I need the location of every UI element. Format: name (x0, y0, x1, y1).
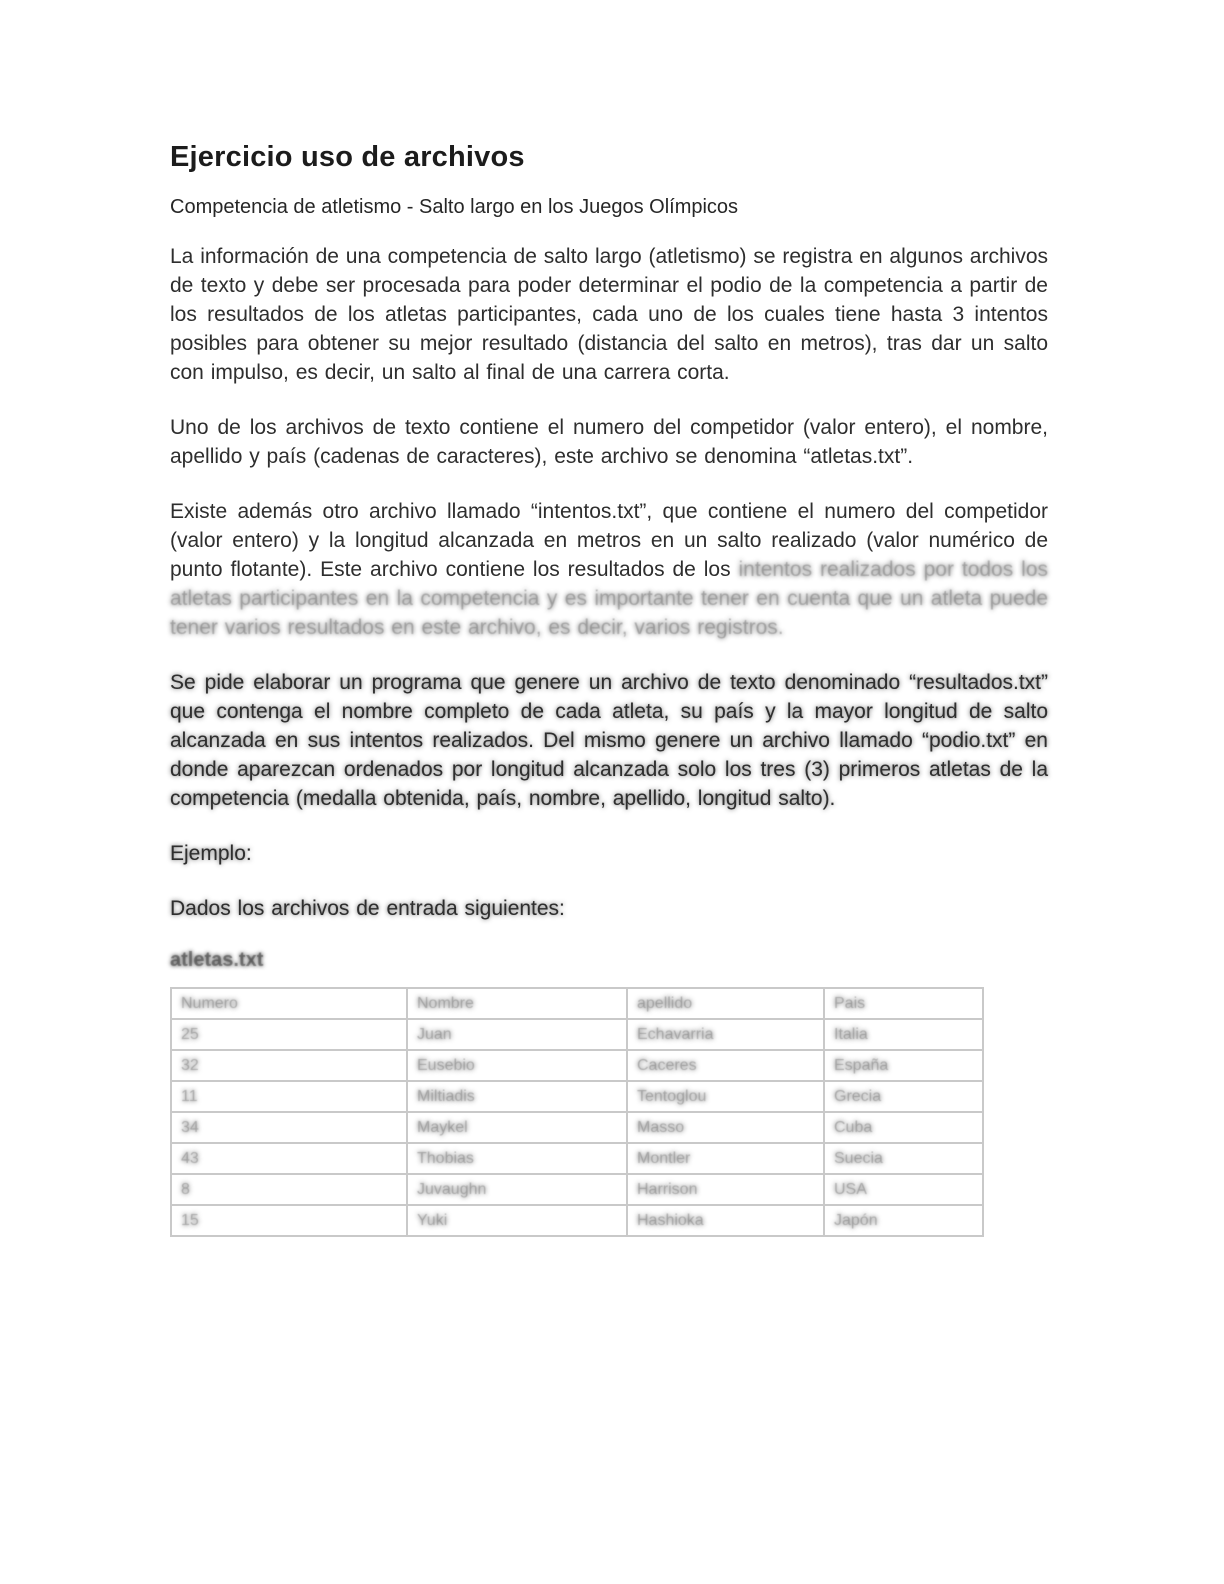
table-row (171, 1205, 983, 1236)
table-cell-redacted: Juan (407, 1019, 627, 1050)
table-cell-redacted: 11 (171, 1081, 407, 1112)
table-cell-redacted: Thobias (407, 1143, 627, 1174)
table-cell-redacted: Hashioka (627, 1205, 824, 1236)
table-cell-redacted: Montler (627, 1143, 824, 1174)
table-column-header-redacted: Nombre (407, 988, 627, 1019)
table-row (171, 1081, 983, 1112)
paragraph-requirements-redacted: Se pide elaborar un programa que genere un archivo de texto denominado “resultados.txt” que contenga el nombre completo de cada atleta, su país y la mayor longitud de salto alcanzada en sus intentos realizados. Del mismo genere un archivo llamado “podio.txt” en donde aparezcan ordenados por longitud alcanzada solo los tres (3) primeros atletas de la competencia (medalla obtenida, país, nombre, apellido, longitud salto). (170, 671, 1048, 810)
table-cell-redacted: Tentoglou (627, 1081, 824, 1112)
table-cell-redacted: 34 (171, 1112, 407, 1143)
table-cell-redacted: 43 (171, 1143, 407, 1174)
paragraph-intentos-clear-text: Existe además otro archivo llamado “intentos.txt”, que contiene el numero del competidor (valor entero) y la longitud alcanzada en metros en un salto realizado (valor numérico de punto flotante). Este archivo contiene los resultados de los (170, 500, 1048, 581)
table-row (171, 1019, 983, 1050)
table-row (171, 1050, 983, 1081)
table-header-row (171, 988, 983, 1019)
table-body (171, 1019, 983, 1236)
table-cell-redacted: 15 (171, 1205, 407, 1236)
table-row (171, 1112, 983, 1143)
table-cell-redacted: Maykel (407, 1112, 627, 1143)
table-cell-redacted: Harrison (627, 1174, 824, 1205)
table-cell-redacted: Echavarria (627, 1019, 824, 1050)
table-cell-redacted: Yuki (407, 1205, 627, 1236)
table-cell-redacted: Miltiadis (407, 1081, 627, 1112)
page-title: Ejercicio uso de archivos (170, 141, 525, 173)
table-cell-redacted: 32 (171, 1050, 407, 1081)
table-cell-redacted: Suecia (824, 1143, 983, 1174)
paragraph-intro: La información de una competencia de salto largo (atletismo) se registra en algunos archivos de texto y debe ser procesada para poder determinar el podio de la competencia a partir de los resultados de los atletas participantes, cada uno de los cuales tiene hasta 3 intentos posibles para obtener su mejor resultado (distancia del salto en metros), tras dar un salto con impulso, es decir, un salto al final de una carrera corta. (170, 245, 1048, 384)
paragraph-intentos-file (170, 497, 1048, 642)
paragraph-atletas-file: Uno de los archivos de texto contiene el numero del competidor (valor entero), el nombre, apellido y país (cadenas de caracteres), este archivo se denomina “atletas.txt”. (170, 416, 1048, 468)
table-column-header-redacted: apellido (627, 988, 824, 1019)
table-cell-redacted: Caceres (627, 1050, 824, 1081)
table-column-header-redacted: Pais (824, 988, 983, 1019)
table-cell-redacted: Italia (824, 1019, 983, 1050)
table-cell-redacted: Eusebio (407, 1050, 627, 1081)
atletas-table (170, 987, 984, 1237)
table-row (171, 1174, 983, 1205)
given-files-label-redacted: Dados los archivos de entrada siguientes: (170, 897, 565, 920)
table-cell-redacted: Cuba (824, 1112, 983, 1143)
example-label-redacted: Ejemplo: (170, 842, 252, 865)
table-cell-redacted: España (824, 1050, 983, 1081)
table-cell-redacted: 8 (171, 1174, 407, 1205)
table-cell-redacted: USA (824, 1174, 983, 1205)
file-name-heading-redacted: atletas.txt (170, 949, 264, 971)
table-column-header-redacted: Numero (171, 988, 407, 1019)
table-cell-redacted: Juvaughn (407, 1174, 627, 1205)
table-cell-redacted: Japón (824, 1205, 983, 1236)
table-cell-redacted: 25 (171, 1019, 407, 1050)
subtitle: Competencia de atletismo - Salto largo en los Juegos Olímpicos (170, 196, 739, 218)
table-cell-redacted: Masso (627, 1112, 824, 1143)
paragraph-intentos-redacted-text: intentos realizados por todos los atletas participantes en la competencia y es importante tener en cuenta que un atleta puede tener varios resultados en este archivo, es decir, varios registros. (170, 558, 1048, 639)
table-cell-redacted: Grecia (824, 1081, 983, 1112)
table-row (171, 1143, 983, 1174)
